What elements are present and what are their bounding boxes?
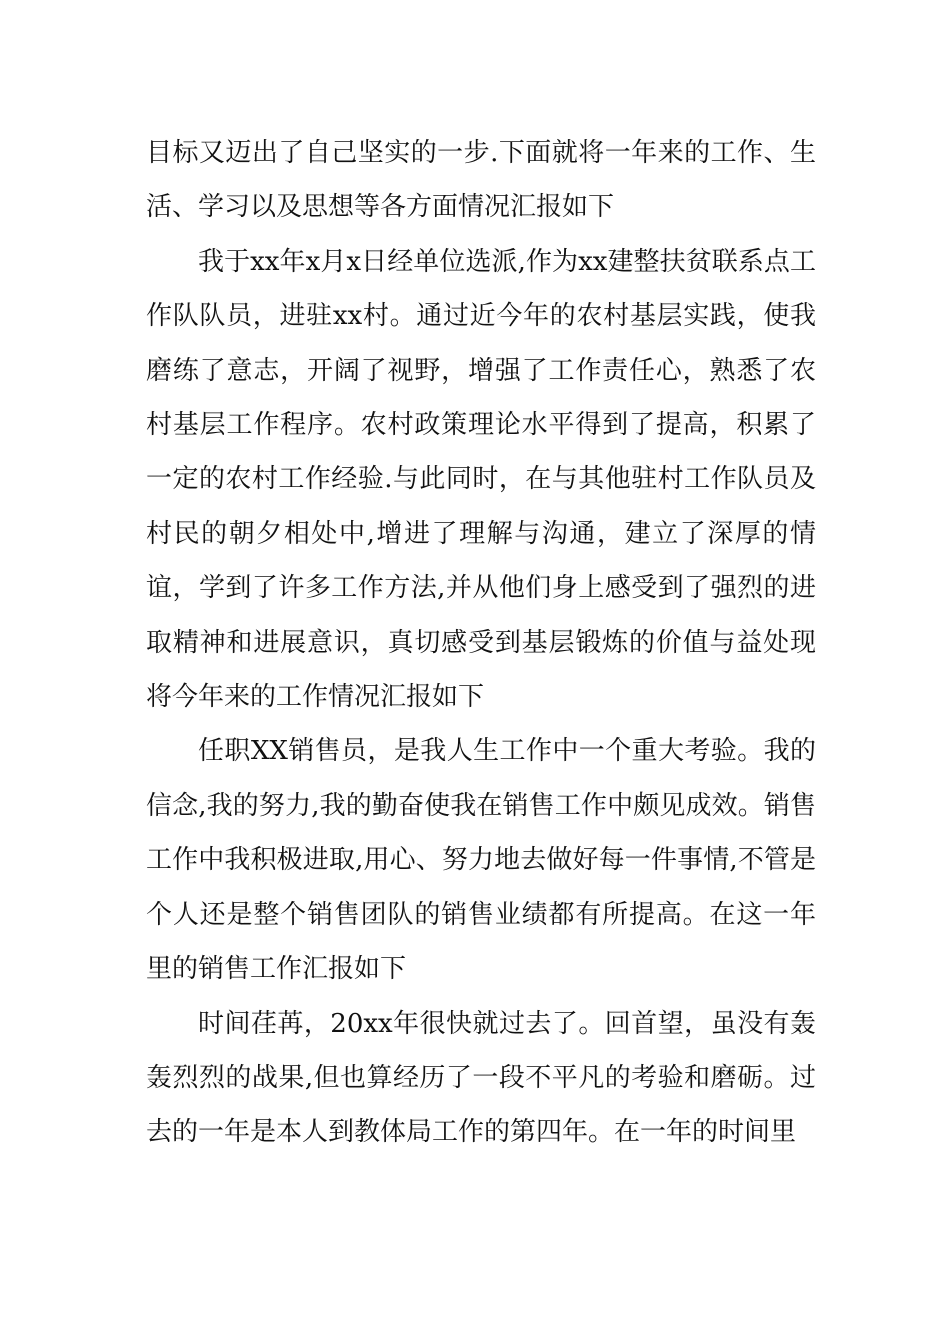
document-body [146, 126, 816, 1160]
paragraph-2: 我于xx年x月x日经单位选派,作为xx建整扶贫联系点工作队队员，进驻xx村。通过近今年的农村基层实践，使我磨练了意志，开阔了视野，增强了工作责任心，熟悉了农村基层工作程序。农村政策理论水平得到了提高，积累了一定的农村工作经验.与此同时，在与其他驻村工作队员及村民的朝夕相处中,增进了理解与沟通，建立了深厚的情谊，学到了许多工作方法,并从他们身上感受到了强烈的进取精神和进展意识，真切感受到基层锻炼的价值与益处现将今年来的工作情况汇报如下 [146, 246, 816, 713]
paragraph-3: 任职XX销售员，是我人生工作中一个重大考验。我的信念,我的努力,我的勤奋使我在销售工作中颇见成效。销售工作中我积极进取,用心、努力地去做好每一件事情,不管是个人还是整个销售团队的销售业绩都有所提高。在这一年里的销售工作汇报如下 [146, 736, 816, 985]
paragraph-4: 时间荏苒，20xx年很快就过去了。回首望，虽没有轰轰烈烈的战果,但也算经历了一段不平凡的考验和磨砺。过去的一年是本人到教体局工作的第四年。在一年的时间里 [146, 1008, 816, 1148]
paragraph-1: 目标又迈出了自己坚实的一步.下面就将一年来的工作、生活、学习以及思想等各方面情况汇报如下 [146, 138, 816, 223]
